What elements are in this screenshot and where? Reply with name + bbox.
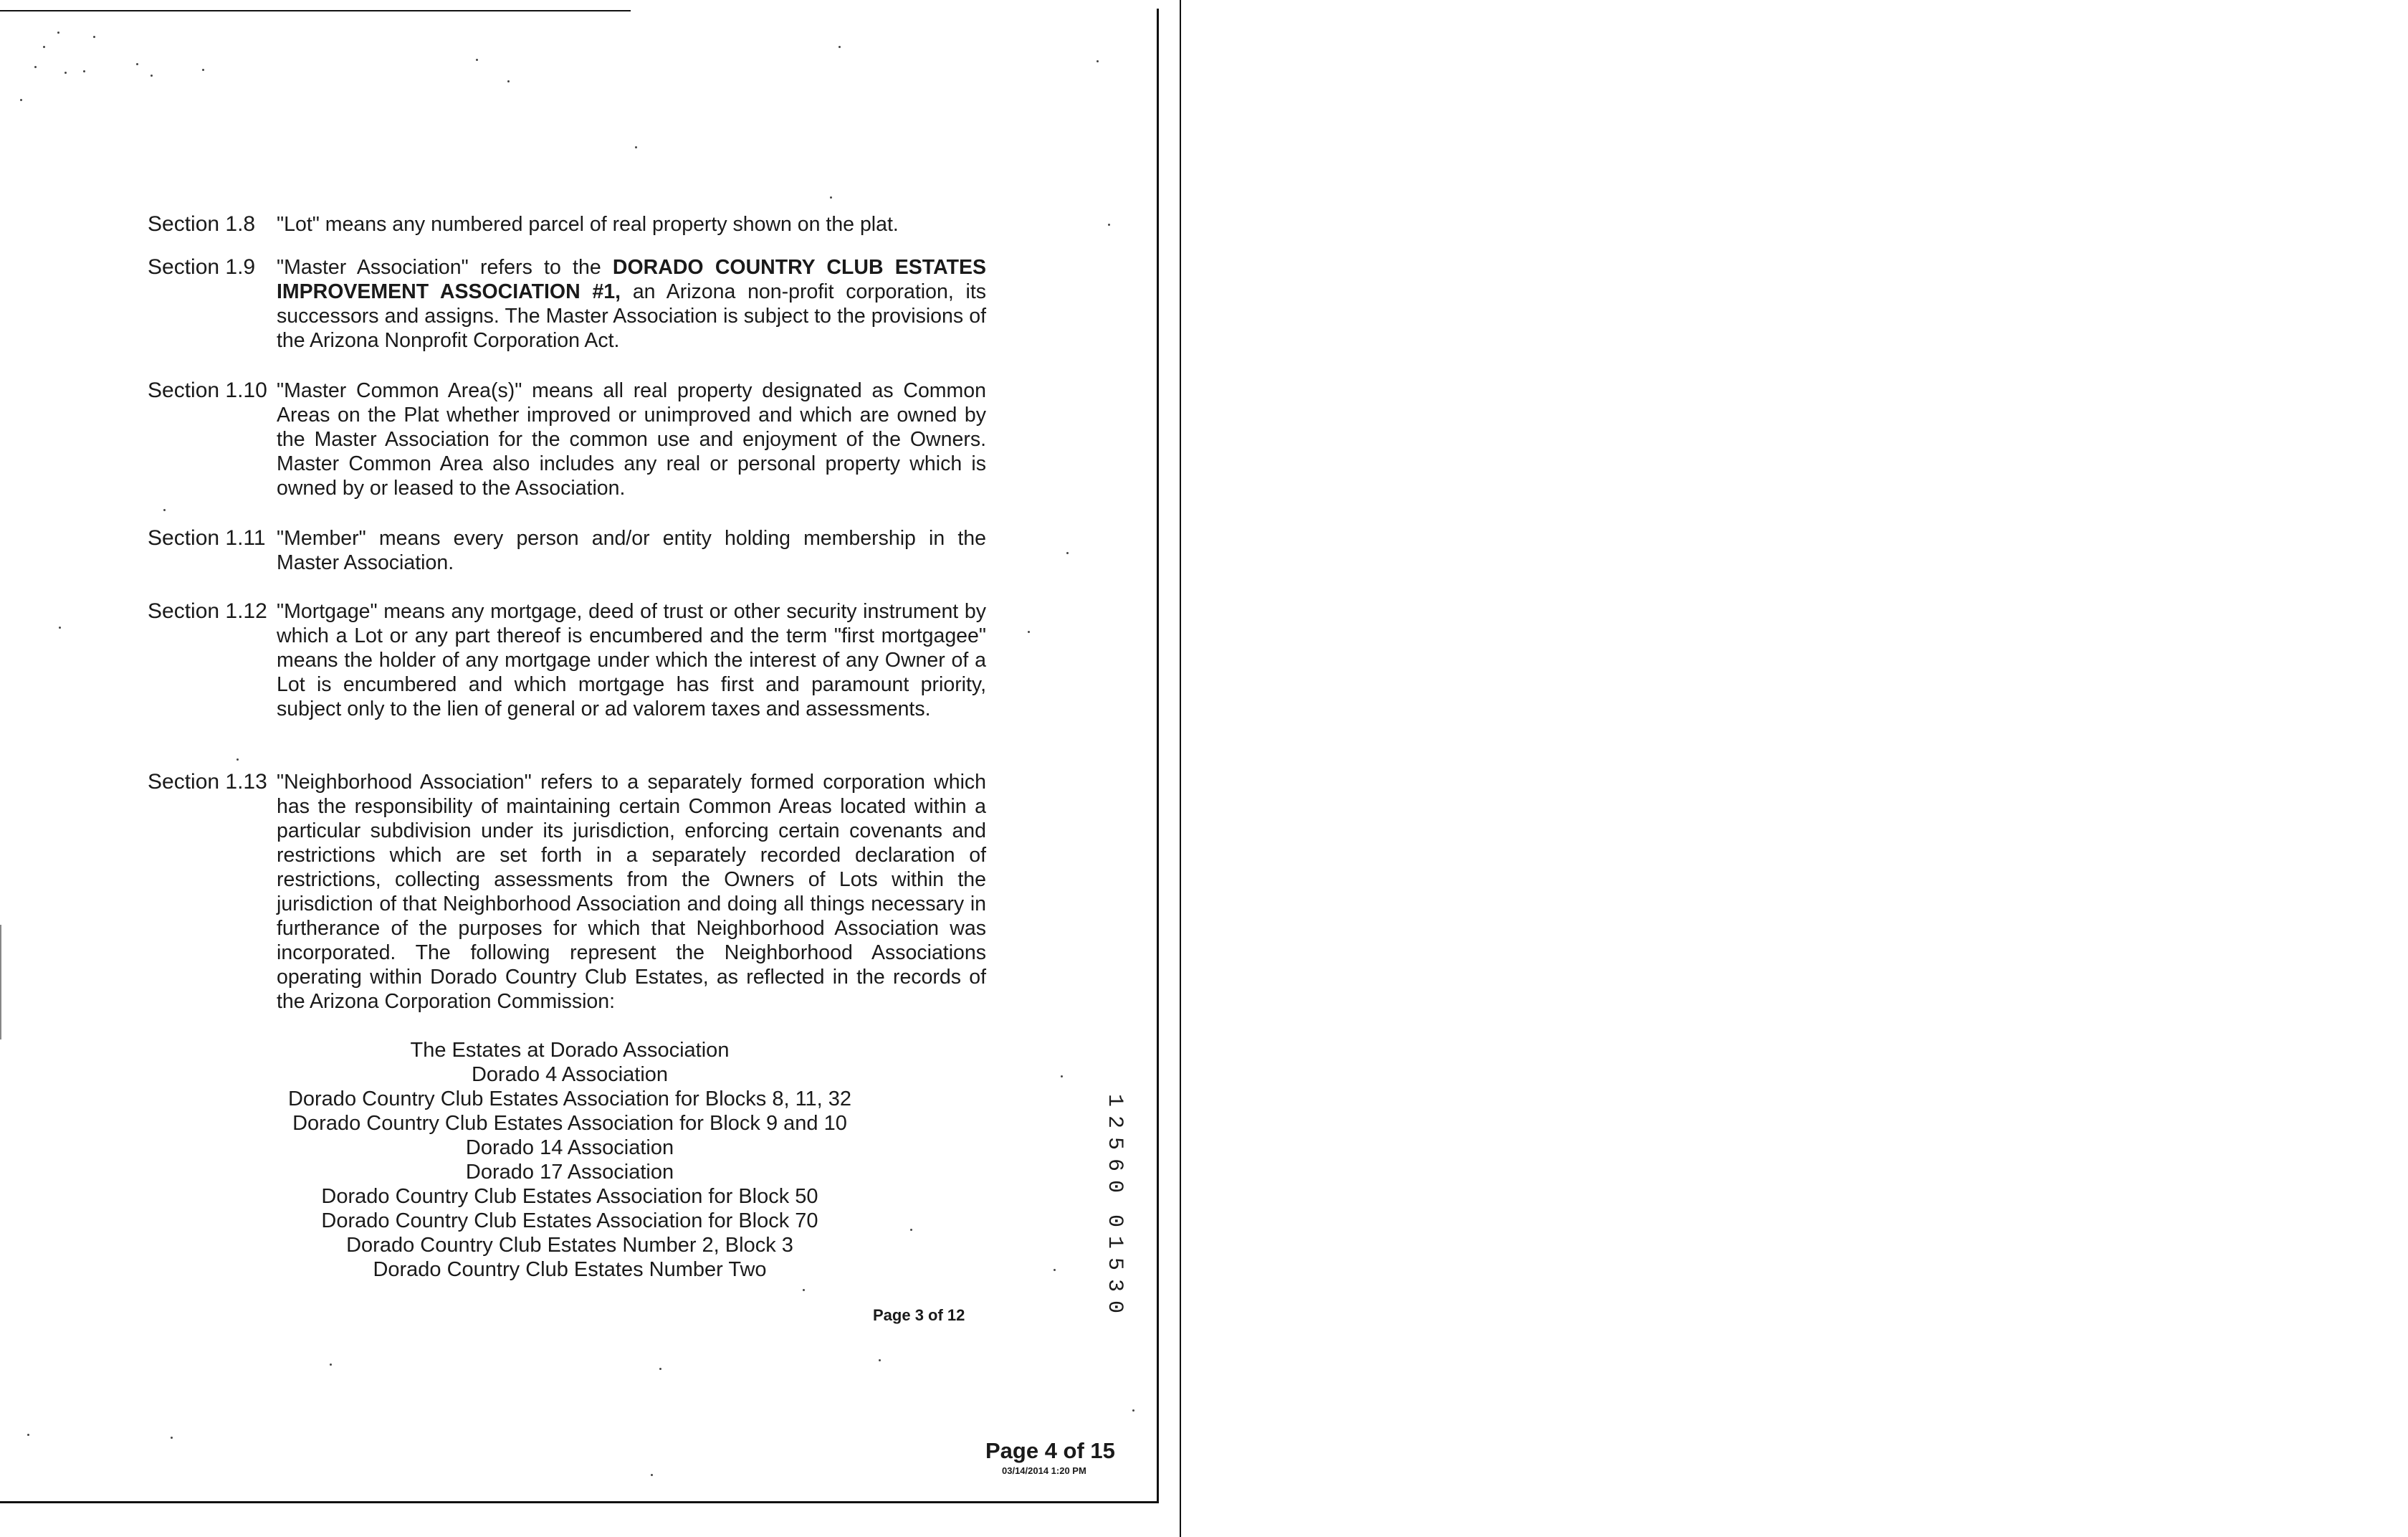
scan-speck [163, 509, 166, 511]
inner-page-number: Page 3 of 12 [873, 1306, 965, 1324]
stamp-digit: 2 [1102, 1115, 1127, 1128]
section-text: "Member" means every person and/or entity holding membership in the Master Association. [277, 527, 986, 574]
neighborhood-association-list [280, 1038, 860, 1282]
stamp-digit: 1 [1102, 1093, 1127, 1107]
section-text [277, 255, 986, 353]
scan-speck [1028, 631, 1030, 633]
stamp-digit: 1 [1102, 1235, 1127, 1249]
scan-speck [150, 75, 153, 77]
stamp-digit: 6 [1102, 1158, 1127, 1171]
section-number: Section 1.12 [148, 599, 267, 623]
list-item: Dorado Country Club Estates Association for Block 9 and 10 [292, 1112, 847, 1135]
association-name-bold: DORADO COUNTRY CLUB ESTATES IMPROVEMENT ASSOCIATION #1, [277, 256, 986, 303]
list-item: Dorado Country Club Estates Association for Block 50 [321, 1185, 818, 1208]
section-text: "Neighborhood Association" refers to a separately formed corporation which has the responsibility of maintaining certain Common Areas located within a particular subdivision under its jurisdiction, enforcing certain covenants and restrictions which are set forth in a separately recorded declaration of restrictions, collecting assessments from the Owners of Lots within the jurisdiction of that Neighborhood Association and doing all things necessary in furtherance of the purposes for which that Neighborhood Association was incorporated. The following represent the Neighborhood Associations operating within Dorado Country Club Estates, as reflected in the records of the Arizona Corporation Commission: [277, 771, 986, 1013]
list-item: Dorado 14 Association [465, 1136, 674, 1159]
recording-timestamp: 03/14/2014 1:20 PM [1002, 1465, 1086, 1476]
scan-speck [910, 1229, 912, 1231]
section-number: Section 1.13 [148, 770, 267, 794]
scan-speck [1061, 1075, 1063, 1077]
section-number: Section 1.8 [148, 212, 256, 236]
stamp-digit: 0 [1102, 1214, 1127, 1227]
scan-speck [659, 1368, 661, 1370]
scan-speck [136, 63, 138, 65]
scan-speck [1132, 1409, 1134, 1412]
section-text: "Mortgage" means any mortgage, deed of trust or other security instrument by which a Lot or any part thereof is encumbered and the term "first mortgagee" means the holder of any mortgage under which the interest of any Owner of a Lot is encumbered and which mortgage has first and paramount priority, subject only to the lien of general or ad valorem taxes and assessments. [277, 600, 986, 720]
scan-speck [93, 36, 95, 38]
scan-speck [879, 1359, 881, 1361]
section-text: "Lot" means any numbered parcel of real property shown on the plat. [277, 213, 899, 236]
outer-page-number: Page 4 of 15 [985, 1438, 1115, 1463]
scan-speck [1108, 224, 1110, 226]
scan-speck [59, 627, 61, 629]
stamp-digit: 3 [1102, 1278, 1127, 1292]
list-item: Dorado Country Club Estates Association for Block 70 [321, 1209, 818, 1232]
stamp-digit: 5 [1102, 1257, 1127, 1270]
document-page [0, 0, 1161, 1537]
scan-speck [1096, 60, 1099, 62]
scan-speck [43, 46, 45, 48]
recording-number-stamp [1102, 1090, 1127, 1313]
section-text-prefix: "Master Association" refers to the [277, 256, 613, 279]
stamp-digit: 5 [1102, 1136, 1127, 1150]
scan-speck [635, 146, 637, 148]
list-item: Dorado Country Club Estates Number 2, Block 3 [346, 1234, 793, 1257]
scan-speck [507, 80, 510, 82]
scan-speck [803, 1289, 805, 1291]
section-number: Section 1.11 [148, 526, 266, 550]
scan-speck [830, 196, 832, 199]
scan-speck [202, 69, 204, 71]
section-number: Section 1.9 [148, 255, 256, 279]
scan-speck [64, 72, 67, 74]
stamp-digit: 0 [1102, 1179, 1127, 1193]
divider-line [1180, 0, 1181, 1537]
scan-speck [236, 758, 239, 761]
scan-speck [57, 32, 59, 34]
scan-speck [27, 1434, 29, 1436]
scan-speck [20, 99, 22, 101]
section-text: "Master Common Area(s)" means all real property designated as Common Areas on the Plat whether improved or unimproved and which are owned by the Master Association for the common use and enjoyment of the Owners. Master Common Area also includes any real or personal property which is owned by or leased to the Association. [277, 379, 986, 500]
section-text-suffix: an Arizona non-profit corporation, its successors and assigns. The Master Association is subject to the provisions of the Arizona Nonprofit Corporation Act. [277, 280, 986, 352]
list-item: Dorado Country Club Estates Association for Blocks 8, 11, 32 [287, 1088, 852, 1110]
scan-speck [83, 70, 85, 72]
list-item: Dorado 17 Association [465, 1161, 674, 1184]
scan-speck [34, 66, 37, 68]
stamp-digit: 0 [1102, 1300, 1127, 1313]
section-number: Section 1.10 [148, 379, 267, 402]
scan-speck [171, 1437, 173, 1439]
scan-speck [838, 46, 841, 48]
list-item: Dorado Country Club Estates Number Two [373, 1258, 767, 1281]
list-item: Dorado 4 Association [471, 1063, 669, 1086]
scan-speck [1066, 552, 1069, 554]
scan-speck [476, 59, 478, 61]
scan-speck [1054, 1269, 1056, 1271]
scan-speck [330, 1364, 332, 1366]
scan-speck [651, 1474, 653, 1476]
list-item: The Estates at Dorado Association [410, 1039, 730, 1062]
